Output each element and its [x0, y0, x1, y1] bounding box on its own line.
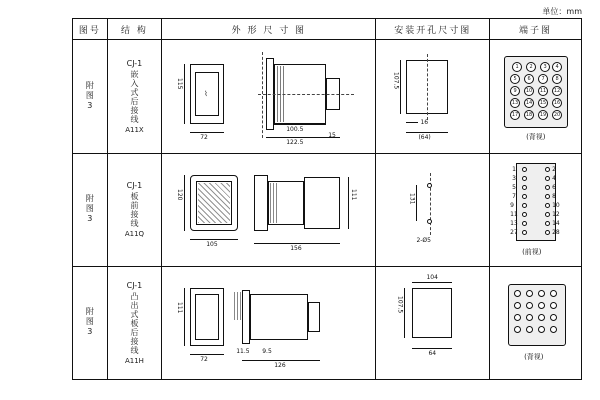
cell-terminal-2 [490, 153, 582, 266]
header-terminal: 端子图 [490, 19, 582, 40]
terminal-label-right: 12 [552, 210, 560, 218]
structure-desc: 板前接线 [129, 192, 139, 229]
terminal-pin: 13 [511, 99, 519, 106]
dim-16: 16 [420, 118, 429, 126]
terminal-pin [550, 290, 557, 297]
dim-line-107_5 [404, 288, 405, 338]
terminal-pin [538, 314, 545, 321]
dim-line-115 [184, 64, 185, 124]
terminal-pin: 7 [538, 74, 548, 84]
terminal-pin: 10 [525, 87, 533, 94]
fig-no-label: 附图3 [85, 307, 95, 339]
header-structure: 结 构 [107, 19, 162, 40]
fig-no-label: 附图3 [85, 194, 95, 226]
terminal-caption: (背视) [526, 132, 546, 141]
mount-hole [427, 219, 432, 224]
terminal-pin: 9 [510, 86, 520, 96]
terminal-drawing-3 [490, 268, 581, 378]
dim-line-111 [184, 288, 185, 346]
dim-9-5: 9.5 [262, 347, 272, 355]
header-mounting: 安装开孔尺寸图 [376, 19, 490, 40]
terminal-pin: 8 [552, 74, 562, 84]
front-view-hatch [198, 183, 230, 223]
mount-cutout [412, 288, 452, 338]
header-fig-no: 图号 [73, 19, 108, 40]
terminal-pin [522, 176, 527, 181]
side-view-pins [234, 292, 242, 320]
header-outline: 外 形 尺 寸 图 [162, 19, 376, 40]
terminal-pin [550, 302, 557, 309]
side-view-rear-box [304, 177, 340, 229]
dim-111: 111 [176, 301, 184, 314]
front-view-window [195, 294, 219, 340]
terminal-pin [545, 230, 550, 235]
dim-120: 120 [176, 188, 184, 201]
dim-line-16 [406, 122, 418, 123]
terminal-pin: 19 [539, 111, 547, 118]
terminal-pin [538, 326, 545, 333]
structure-code: A11X [125, 126, 144, 134]
cell-fig-no-3 [73, 266, 108, 379]
dim-line-72 [190, 354, 224, 355]
terminal-label-left: 5 [512, 183, 516, 191]
dim-107-5: 107.5 [392, 71, 400, 89]
model-label: CJ-1 [126, 59, 143, 68]
terminal-label-right: 14 [552, 219, 560, 227]
table-row [73, 40, 582, 153]
dim-line-72 [190, 132, 224, 133]
dim-15: 15 [328, 131, 336, 139]
mount-centerline [427, 54, 428, 120]
dim-72: 72 [200, 355, 208, 363]
dim-107-5: 107.5 [396, 295, 404, 314]
terminal-label-right: 8 [552, 192, 556, 200]
table-header-row [73, 19, 582, 40]
cell-outline-1 [162, 40, 376, 153]
terminal-pin: 14 [525, 99, 533, 106]
cell-mounting-2 [376, 153, 490, 266]
terminal-pin [538, 302, 545, 309]
terminal-pin [526, 314, 533, 321]
terminal-label-left: 13 [510, 219, 518, 227]
dim-126: 126 [274, 361, 286, 369]
terminal-pin [526, 326, 533, 333]
dim-line-156 [254, 243, 340, 244]
terminal-pin: 16 [553, 99, 561, 106]
terminal-pin: 12 [553, 87, 561, 94]
side-view-rear-cap [308, 302, 320, 332]
terminal-drawing-1 [490, 42, 581, 152]
dim-122-5: 122.5 [286, 138, 304, 146]
terminal-pin [538, 290, 545, 297]
cell-terminal-1 [490, 40, 582, 153]
cell-outline-3 [162, 266, 376, 379]
centerline-horizontal [258, 94, 354, 95]
terminal-pin: 4 [552, 62, 562, 72]
terminal-pin: 20 [553, 111, 561, 118]
dim-line-105 [190, 239, 238, 240]
terminal-label-right: 28 [552, 228, 560, 236]
dim-105: 105 [206, 240, 218, 248]
terminal-pin [522, 185, 527, 190]
cell-terminal-3 [490, 266, 582, 379]
terminal-label-right: 6 [552, 183, 556, 191]
mount-hole [427, 183, 432, 188]
mount-drawing-1 [376, 42, 489, 152]
side-view-terminal-comb [270, 183, 278, 223]
terminal-pin [514, 302, 521, 309]
terminal-pin [522, 203, 527, 208]
dim-line-111 [348, 177, 349, 229]
table-row [73, 153, 582, 266]
centerline-vertical [262, 52, 263, 138]
terminal-pin [522, 221, 527, 226]
cell-structure-2 [107, 153, 162, 266]
mount-drawing-3 [376, 268, 489, 378]
terminal-caption: (背视) [524, 352, 544, 361]
cell-mounting-1 [376, 40, 490, 153]
terminal-pin [545, 167, 550, 172]
terminal-pin [550, 326, 557, 333]
dim-72: 72 [200, 133, 208, 141]
outline-drawing-1 [162, 42, 375, 152]
dim-line-126 [242, 360, 320, 361]
cell-mounting-3 [376, 266, 490, 379]
side-view-front-panel [254, 175, 268, 231]
terminal-pin [545, 221, 550, 226]
dim-line-100_5 [274, 124, 326, 125]
terminal-label-left: 7 [512, 192, 516, 200]
terminal-pin [545, 203, 550, 208]
cell-outline-2 [162, 153, 376, 266]
side-view-flange [242, 290, 250, 344]
terminal-pin [526, 302, 533, 309]
mount-drawing-2 [376, 155, 489, 265]
terminal-pin: 3 [540, 62, 550, 72]
dim-100-5: 100.5 [286, 125, 304, 133]
terminal-pin [545, 176, 550, 181]
terminal-pin: 2 [526, 62, 536, 72]
cell-fig-no-1 [73, 40, 108, 153]
model-label: CJ-1 [126, 280, 143, 290]
structure-desc: 嵌入式后接线 [129, 70, 139, 124]
table-row [73, 266, 582, 379]
terminal-pin [522, 167, 527, 172]
dim-11-5: 11.5 [236, 347, 250, 355]
structure-code: A11H [124, 356, 144, 365]
fig-no-label: 附图3 [85, 81, 95, 112]
dim-line-107_5 [400, 60, 401, 114]
dim-line-131 [416, 185, 417, 221]
terminal-pin [526, 290, 533, 297]
terminal-drawing-2 [490, 155, 581, 265]
terminal-pin [545, 212, 550, 217]
outline-drawing-3 [162, 268, 375, 378]
terminal-pin [545, 194, 550, 199]
terminal-label-right: 2 [552, 165, 556, 173]
terminal-pin: 6 [524, 74, 534, 84]
terminal-pin: 1 [512, 62, 522, 72]
front-view-mark: ⌇ [204, 89, 208, 98]
terminal-label-left: 3 [512, 174, 516, 182]
terminal-pin [514, 290, 521, 297]
structure-desc: 凸出式板后接线 [129, 291, 139, 355]
dim-line-64 [406, 132, 448, 133]
model-label: CJ-1 [126, 181, 143, 191]
terminal-label-left: 9 [510, 201, 514, 209]
cell-fig-no-2 [73, 153, 108, 266]
dim-115: 115 [176, 77, 184, 89]
terminal-pin [522, 212, 527, 217]
dim-131: 131 [408, 192, 416, 205]
mount-centerline [430, 173, 431, 235]
dim-111: 111 [350, 188, 358, 201]
terminal-pin [550, 314, 557, 321]
terminal-label-left: 1 [512, 165, 516, 173]
terminal-pin [514, 326, 521, 333]
cell-structure-3 [107, 266, 162, 379]
outline-drawing-2 [162, 155, 375, 265]
cell-structure-1 [107, 40, 162, 153]
terminal-label-left: 11 [510, 210, 518, 218]
structure-code: A11Q [124, 230, 145, 239]
dim-64: (64) [418, 133, 431, 141]
terminal-pin: 5 [510, 74, 520, 84]
terminal-label-right: 10 [552, 201, 560, 209]
terminal-caption: (前视) [522, 247, 542, 256]
terminal-pin: 11 [539, 87, 547, 94]
dim-line-64 [412, 348, 452, 349]
terminal-label-left: 27 [510, 228, 518, 236]
terminal-pin [522, 194, 527, 199]
side-view-body [250, 294, 308, 340]
terminal-pin: 15 [539, 99, 547, 106]
dim-104: 104 [426, 273, 438, 281]
dim-156: 156 [290, 244, 302, 252]
unit-note: 单位：mm [542, 7, 582, 16]
dim-line-104 [412, 282, 452, 283]
dim-line-120 [184, 175, 185, 231]
terminal-pin: 17 [511, 111, 519, 118]
terminal-pin [514, 314, 521, 321]
spec-table [72, 18, 582, 380]
terminal-pin [522, 230, 527, 235]
dim-64: 64 [428, 349, 437, 357]
terminal-pin: 18 [525, 111, 533, 118]
terminal-pin [545, 185, 550, 190]
dim-2-phi5: 2-Ø5 [416, 236, 431, 244]
terminal-plate [516, 163, 556, 241]
terminal-label-right: 4 [552, 174, 556, 182]
